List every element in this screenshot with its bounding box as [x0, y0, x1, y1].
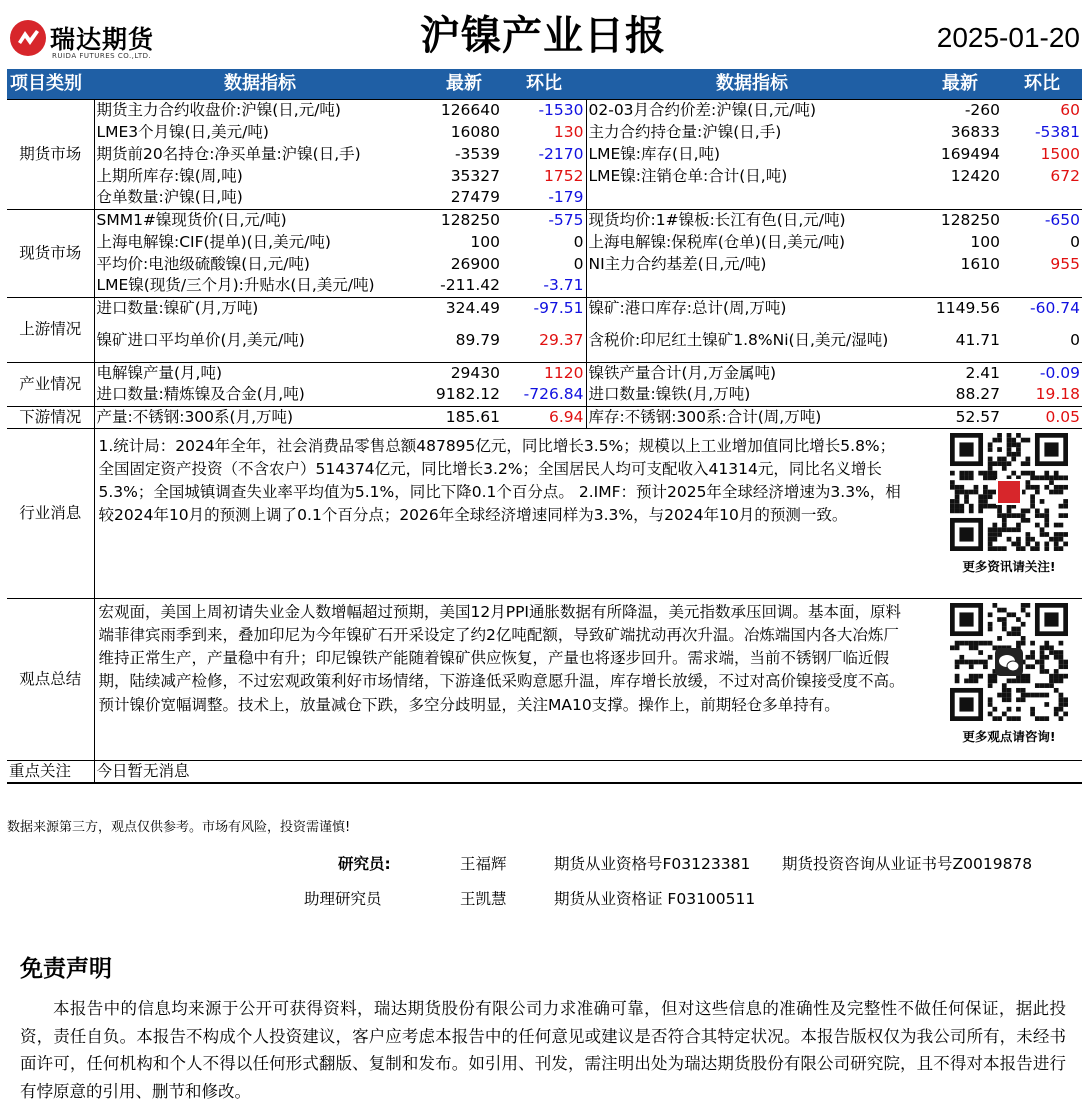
latest-value: 29430 — [426, 362, 502, 384]
latest-value — [918, 275, 1002, 297]
latest-value: 126640 — [426, 99, 502, 121]
category-focus: 重点关注 — [7, 760, 94, 783]
logo-text: 瑞达期货 — [50, 25, 155, 54]
indicator-name: 主力合约持仓量:沪镍(日,手) — [588, 122, 782, 141]
indicator-name: 镍矿:港口库存:总计(周,万吨) — [586, 297, 918, 319]
assistant-cert: 期货从业资格证 F03100511 — [554, 890, 756, 908]
category-news: 行业消息 — [7, 428, 94, 598]
news-text: 1.统计局：2024年全年，社会消费品零售总额487895亿元，同比增长3.5%；规模以上工业增加值同比增长5.8%；全国固定资产投资（不含农户）514374亿元，同比增长3.2%；全国居民人均可支配收入41314元，同比名义增长5.3%；全国城镇调查失业率平均值为5.1%，同比下降0.1个百分点。 2.IMF：预计2025年全球经济增速为3.3%，相较2024年10月的预测上调了0.1个百分点；2026年全球经济增速同样为3.3%，与2024年10月的预测一致。 — [98, 436, 901, 525]
latest-value: 41.71 — [955, 330, 1000, 349]
category-spot: 现货市场 — [7, 209, 94, 297]
change-value: 1120 — [502, 362, 586, 384]
indicator-name: LME镍:注销仓单:合计(日,吨) — [588, 166, 788, 185]
change-value — [1002, 275, 1082, 297]
focus-text: 今日暂无消息 — [94, 760, 1082, 783]
change-value: -179 — [502, 187, 586, 209]
indicator-name: 上期所库存:镍(周,吨) — [96, 166, 243, 185]
latest-value: 100 — [470, 232, 500, 251]
table-row — [7, 319, 1082, 362]
disclaimer-body: 本报告中的信息均来源于公开可获得资料，瑞达期货股份有限公司力求准确可靠，但对这些信息的准确性及完整性不做任何保证，据此投资，责任自负。本报告不构成个人投资建议，客户应考虑本报告中的任何意见或建议是否符合其特定状况。本报告版权仅为我公司所有，未经书面许可，任何机构和个人不得以任何形式翻版、复制和发布。如引用、刊发，需注明出处为瑞达期货股份有限公司研究院，且不得对本报告进行有悖原意的引用、删节和修改。 — [20, 999, 1066, 1101]
change-value: -3.71 — [502, 275, 586, 297]
latest-value: -3539 — [454, 144, 500, 163]
change-value: -0.09 — [1002, 362, 1082, 384]
header-category: 项目类别 — [7, 69, 94, 99]
indicator-name: 02-03月合约价差:沪镍(日,元/吨) — [586, 99, 918, 121]
header-latest-right: 最新 — [918, 69, 1002, 99]
change-value: 130 — [502, 121, 586, 143]
assistant-row — [0, 887, 1086, 909]
latest-value: 128250 — [426, 209, 502, 231]
change-value: 955 — [1050, 254, 1080, 273]
wechat-qr-icon — [950, 603, 1068, 721]
header-change-left: 环比 — [502, 69, 586, 99]
change-value: -575 — [502, 209, 586, 231]
researcher-cert-2: 期货投资咨询从业证书号Z0019878 — [782, 855, 1033, 873]
assistant-role: 助理研究员 — [304, 890, 382, 908]
change-value: 29.37 — [502, 319, 586, 362]
view-qr — [944, 603, 1074, 748]
indicator-name: 镍铁产量合计(月,万金属吨) — [586, 362, 918, 384]
change-value: 19.18 — [1035, 385, 1080, 404]
table-row — [7, 384, 1082, 406]
indicator-name: 期货前20名持仓:净买单量:沪镍(日,手) — [96, 144, 361, 163]
change-value: -2170 — [502, 143, 586, 165]
latest-value: 185.61 — [426, 406, 502, 428]
view-text: 宏观面，美国上周初请失业金人数增幅超过预期，美国12月PPI通胀数据有所降温，美元指数承压回调。基本面，原料端菲律宾雨季到来，叠加印尼为今年镍矿石开采设定了约2亿吨配额，导致矿端扰动再次升温。冶炼端国内各大冶炼厂维持正常生产，产量稳中有升；印尼镍铁产能随着镍矿供应恢复，产量也将逐步回升。需求端，当前不锈钢厂临近假期，陆续减产检修，不过宏观政策利好市场情绪，下游逢低采购意愿升温，库存增长放缓，不过对高价镍接受度不高。预计镍价宽幅调整。技术上，放量减仓下跌，多空分歧明显，关注MA10支撑。操作上，前期轻仓多单持有。 — [98, 602, 905, 714]
change-value: 0 — [502, 231, 586, 253]
indicator-name: NI主力合约基差(日,元/吨) — [588, 254, 767, 273]
indicator-name: 进口数量:镍铁(月,万吨) — [588, 385, 751, 404]
latest-value: 2.41 — [918, 362, 1002, 384]
change-value — [1002, 187, 1082, 209]
news-cell — [94, 428, 1082, 598]
disclaimer-title: 免责声明 — [20, 956, 112, 982]
latest-value: 88.27 — [955, 385, 1000, 404]
footnote: 数据来源第三方，观点仅供参考。市场有风险，投资需谨慎! — [7, 820, 351, 835]
latest-value: 16080 — [450, 122, 500, 141]
indicator-name: LME3个月镍(日,美元/吨) — [96, 122, 269, 141]
indicator-name: 上海电解镍:保税库(仓单)(日,美元/吨) — [588, 232, 846, 251]
latest-value: -260 — [918, 99, 1002, 121]
latest-value: 324.49 — [426, 297, 502, 319]
indicator-name: 现货均价:1#镍板:长江有色(日,元/吨) — [586, 209, 918, 231]
data-table — [7, 69, 1082, 784]
report-date: 2025-01-20 — [936, 22, 1080, 53]
change-value: 0 — [502, 253, 586, 275]
latest-value — [918, 187, 1002, 209]
latest-value: 1610 — [960, 254, 1000, 273]
latest-value: 27479 — [450, 188, 500, 207]
indicator-name: 电解镍产量(月,吨) — [94, 362, 426, 384]
indicator-name: 进口数量:精炼镍及合金(月,吨) — [96, 385, 305, 404]
category-upstream: 上游情况 — [7, 297, 94, 362]
latest-value: 36833 — [950, 122, 1000, 141]
header-latest-left: 最新 — [426, 69, 502, 99]
researcher-name: 王福辉 — [460, 855, 507, 873]
change-value: 1752 — [502, 165, 586, 187]
indicator-name — [586, 187, 918, 209]
indicator-name: LME镍:库存(日,吨) — [588, 144, 721, 163]
indicator-name: 产量:不锈钢:300系(月,万吨) — [94, 406, 426, 428]
researcher-role: 研究员: — [338, 855, 391, 873]
table-row — [7, 99, 1082, 121]
researcher-cert: 期货从业资格号F03123381 — [554, 855, 751, 873]
indicator-name: 仓单数量:沪镍(日,吨) — [96, 188, 243, 207]
category-view: 观点总结 — [7, 598, 94, 760]
table-row — [7, 406, 1082, 428]
change-value: -650 — [1002, 209, 1082, 231]
indicator-name: 库存:不锈钢:300系:合计(周,万吨) — [586, 406, 918, 428]
researcher-row — [0, 852, 1086, 874]
change-value: 0 — [1070, 232, 1080, 251]
latest-value: 35327 — [450, 166, 500, 185]
latest-value: 26900 — [450, 254, 500, 273]
change-value: 0 — [1070, 330, 1080, 349]
table-row — [7, 275, 1082, 297]
change-value: -5381 — [1034, 122, 1080, 141]
news-qr — [944, 433, 1074, 578]
indicator-name: 上海电解镍:CIF(提单)(日,美元/吨) — [96, 232, 331, 251]
change-value: 1500 — [1040, 144, 1080, 163]
indicator-name — [586, 275, 918, 297]
table-row — [7, 121, 1082, 143]
change-value: -726.84 — [502, 384, 586, 406]
latest-value: 9182.12 — [435, 385, 500, 404]
latest-value: 89.79 — [455, 330, 500, 349]
qr-caption: 更多观点请咨询! — [962, 728, 1056, 744]
focus-row — [7, 760, 1082, 783]
header-change-right: 环比 — [1002, 69, 1082, 99]
indicator-name: 进口数量:镍矿(月,万吨) — [94, 297, 426, 319]
indicator-name: 镍矿进口平均单价(月,美元/吨) — [96, 330, 305, 349]
change-value: 60 — [1002, 99, 1082, 121]
change-value: 0.05 — [1002, 406, 1082, 428]
indicator-name: SMM1#镍现货价(日,元/吨) — [94, 209, 426, 231]
qr-code-icon — [950, 433, 1068, 551]
latest-value: 169494 — [940, 144, 1000, 163]
news-row — [7, 428, 1082, 598]
change-value: -97.51 — [502, 297, 586, 319]
category-downstream: 下游情况 — [7, 406, 94, 428]
report-title: 沪镍产业日报 — [420, 13, 666, 59]
table-row — [7, 165, 1082, 187]
indicator-name: LME镍(现货/三个月):升贴水(日,美元/吨) — [96, 276, 375, 295]
view-row — [7, 598, 1082, 760]
latest-value: 100 — [970, 232, 1000, 251]
assistant-name: 王凯慧 — [460, 890, 507, 908]
report-header — [0, 0, 1086, 66]
latest-value: 12420 — [950, 166, 1000, 185]
logo-subtext: RUIDA FUTURES CO.,LTD. — [52, 52, 152, 60]
view-cell — [94, 598, 1082, 760]
qr-caption: 更多资讯请关注! — [962, 558, 1056, 574]
table-row — [7, 297, 1082, 319]
table-row — [7, 362, 1082, 384]
category-futures: 期货市场 — [7, 99, 94, 209]
change-value: 6.94 — [502, 406, 586, 428]
indicator-name: 期货主力合约收盘价:沪镍(日,元/吨) — [94, 99, 426, 121]
change-value: -1530 — [502, 99, 586, 121]
table-row — [7, 209, 1082, 231]
table-header-row — [7, 69, 1082, 99]
latest-value: 52.57 — [918, 406, 1002, 428]
latest-value: -211.42 — [440, 276, 500, 295]
table-row — [7, 143, 1082, 165]
header-indicator-left: 数据指标 — [94, 69, 426, 99]
table-row — [7, 231, 1082, 253]
table-row — [7, 187, 1082, 209]
table-row — [7, 253, 1082, 275]
indicator-name: 含税价:印尼红土镍矿1.8%Ni(日,美元/湿吨) — [588, 330, 889, 349]
latest-value: 1149.56 — [918, 297, 1002, 319]
header-indicator-right: 数据指标 — [586, 69, 918, 99]
indicator-name: 平均价:电池级硫酸镍(日,元/吨) — [96, 254, 310, 273]
latest-value: 128250 — [918, 209, 1002, 231]
category-industry: 产业情况 — [7, 362, 94, 406]
change-value: 672 — [1050, 166, 1080, 185]
change-value: -60.74 — [1002, 297, 1082, 319]
